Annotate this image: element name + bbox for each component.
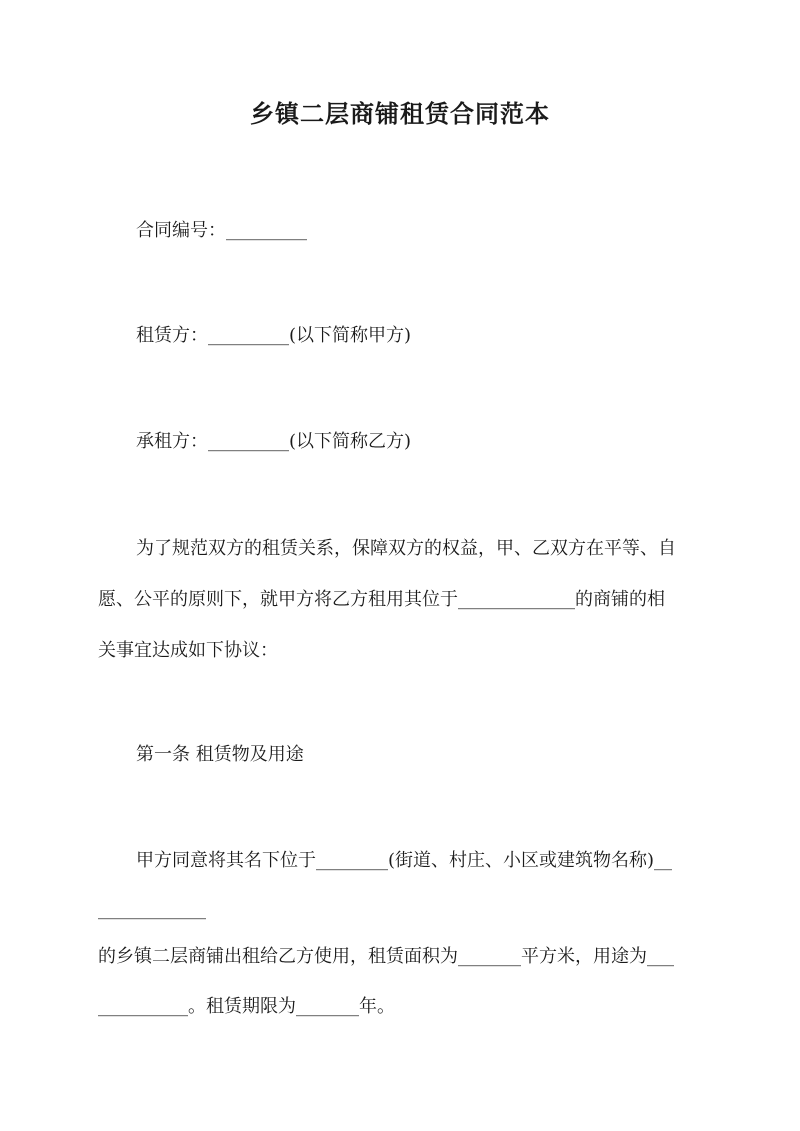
- contract-number-line: 合同编号：_________: [136, 220, 307, 241]
- intro-paragraph-line: 愿、公平的原则下，就甲方将乙方租用其位于_____________的商铺的相: [98, 589, 665, 610]
- lessee-line: 承租方：_________(以下简称乙方): [136, 431, 412, 452]
- article-1-body-line: __________。租赁期限为_______年。: [98, 996, 395, 1017]
- intro-paragraph-line: 关事宜达成如下协议：: [98, 640, 278, 661]
- article-1-body-line: ____________: [98, 899, 206, 920]
- article-1-heading: 第一条 租赁物及用途: [136, 744, 304, 765]
- article-1-body-line: 甲方同意将其名下位于________(街道、村庄、小区或建筑物名称)__: [136, 850, 673, 871]
- article-1-body-line: 的乡镇二层商铺出租给乙方使用，租赁面积为_______平方米，用途为___: [98, 946, 674, 967]
- intro-paragraph-line: 为了规范双方的租赁关系，保障双方的权益，甲、乙双方在平等、自: [136, 538, 676, 559]
- document-title: 乡镇二层商铺租赁合同范本: [250, 99, 550, 128]
- lessor-line: 租赁方：_________(以下简称甲方): [136, 325, 412, 346]
